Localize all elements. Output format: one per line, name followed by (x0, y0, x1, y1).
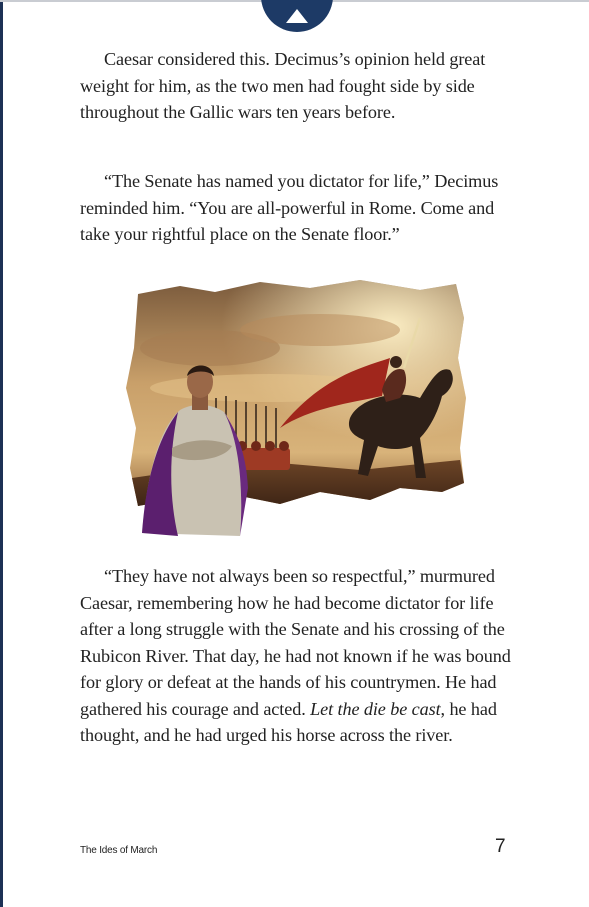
paragraph-2 (80, 168, 520, 248)
paragraph-3-text-end: , he had thought, and he had urged his horse across the river. (80, 698, 497, 745)
up-arrow-icon (285, 8, 309, 24)
paragraph-3-text (80, 563, 520, 749)
paragraph-1-text: Caesar considered this. Decimus’s opinion held great weight for him, as the two men had fought side by side throughout the Gallic wars ten years before. (80, 49, 486, 122)
paragraph-3-italic-phrase: Let the die be cast (310, 698, 441, 719)
scroll-up-button[interactable] (261, 0, 333, 32)
paragraph-2-text: “The Senate has named you dictator for life,” Decimus reminded him. “You are all-powerful in Rome. Come and take your rightful place on the Senate floor.” (80, 171, 499, 244)
caesar-and-rider-illustration (120, 278, 468, 550)
paragraph-3-text-start: “They have not always been so respectful,” murmured Caesar, remembering how he had become dictator for life after a long struggle with the Senate and his crossing of the Rubicon River. That day, he had not known if he was bound for glory or defeat at the hands of his countrymen. He had gathered his courage and acted. (80, 566, 511, 719)
page-number: 7 (495, 836, 506, 857)
footer-book-title: The Ides of March (80, 845, 158, 856)
paragraph-3 (80, 563, 520, 749)
paragraph-1 (80, 46, 520, 126)
left-edge-rule (0, 0, 3, 907)
